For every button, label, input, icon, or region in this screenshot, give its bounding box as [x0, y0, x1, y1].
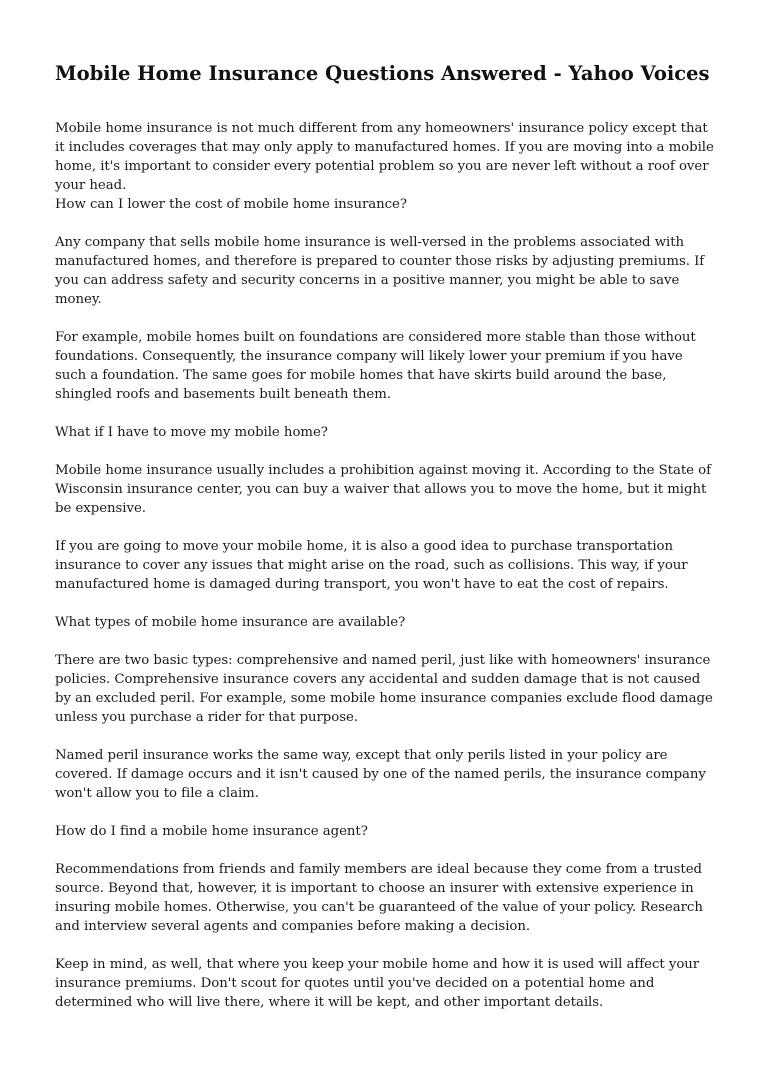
paragraph-recommendations: Recommendations from friends and family members are ideal because they come from a trusted source. Beyond that, however, it is important to choose an insurer with extensive experience in insuring mobile homes. Otherwise, you can't be guaranteed of the value of your policy. Research and interview several agents and companies before making a decision. — [55, 862, 703, 934]
paragraph-foundations: For example, mobile homes built on foundations are considered more stable than those without foundations. Consequently, the insurance company will likely lower your premium if you have such a foundation. The same goes for mobile homes that have skirts build around the base, shingled roofs and basements built beneath them. — [55, 330, 696, 402]
paragraph-named-peril: Named peril insurance works the same way, except that only perils listed in your policy are covered. If damage occurs and it isn't caused by one of the named perils, the insurance company won't allow you to file a claim. — [55, 748, 706, 801]
question-move-home: What if I have to move my mobile home? — [55, 425, 328, 440]
paragraph-prohibition: Mobile home insurance usually includes a prohibition against moving it. According to the State of Wisconsin insurance center, you can buy a waiver that allows you to move the home, but it might be expensive. — [55, 463, 711, 516]
paragraph-comprehensive: There are two basic types: comprehensive and named peril, just like with homeowners' insurance policies. Comprehensive insurance covers any accidental and sudden damage that is not caused by an excluded peril. For example, some mobile home insurance companies exclude flood damage unless you purchase a rider for that purpose. — [55, 653, 713, 725]
question-types: What types of mobile home insurance are available? — [55, 615, 406, 630]
paragraph-transportation: If you are going to move your mobile home, it is also a good idea to purchase transportation insurance to cover any issues that might arise on the road, such as collisions. This way, if your manufactured home is damaged during transport, you won't have to eat the cost of repairs. — [55, 539, 688, 592]
paragraph-intro: Mobile home insurance is not much different from any homeowners' insurance policy except that it includes coverages that may only apply to manufactured homes. If you are moving into a mobile home, it's important to consider every potential problem so you are never left without a roof over your head. — [55, 121, 714, 193]
question-lower-cost: How can I lower the cost of mobile home insurance? — [55, 197, 407, 212]
question-find-agent: How do I find a mobile home insurance agent? — [55, 824, 368, 839]
paragraph-premiums: Any company that sells mobile home insurance is well-versed in the problems associated with manufactured homes, and therefore is prepared to counter those risks by adjusting premiums. If you can address safety and security concerns in a positive manner, you might be able to save money. — [55, 235, 705, 307]
document-title: Mobile Home Insurance Questions Answered - Yahoo Voices — [55, 62, 710, 85]
paragraph-keep-in-mind: Keep in mind, as well, that where you keep your mobile home and how it is used will affect your insurance premiums. Don't scout for quotes until you've decided on a potential home and determined who will live there, where it will be kept, and other important details. — [55, 957, 700, 1010]
document-page — [55, 56, 717, 1031]
